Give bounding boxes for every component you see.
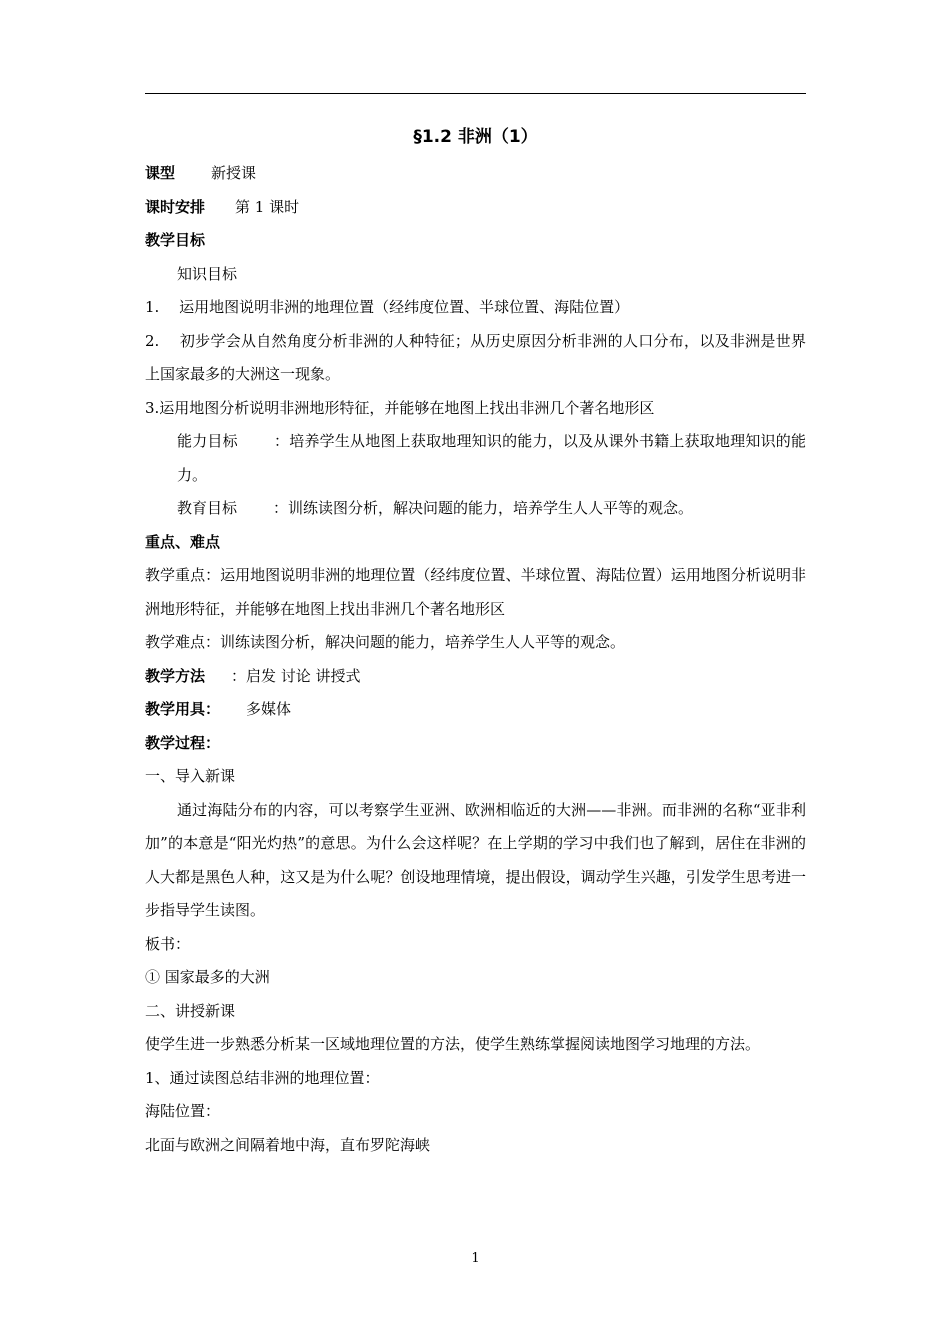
lesson-type-row	[145, 157, 806, 191]
knowledge-item-3: 3.运用地图分析说明非洲地形特征，并能够在地图上找出非洲几个著名地形区	[145, 398, 655, 417]
sea-land-label: 海陆位置：	[145, 1102, 221, 1120]
method-row	[145, 660, 806, 694]
method-value: ：启发 讨论 讲授式	[231, 666, 361, 685]
education-label: 教育目标	[177, 499, 238, 517]
ability-objective	[145, 425, 806, 492]
page-number: 1	[471, 1251, 480, 1266]
tools-row	[145, 693, 806, 727]
header-rule	[145, 93, 806, 94]
lesson-type-value: 新授课	[211, 164, 257, 182]
ability-text: ：培养学生从地图上获取地理知识的能力，以及从课外书籍上获取地理知识的能力。	[177, 432, 806, 484]
schedule-row	[145, 191, 806, 225]
knowledge-item-2: 2. 初步学会从自然角度分析非洲的人种特征；从历史原因分析非洲的人口分布，以及非洲是世界上国家最多的大洲这一现象。	[145, 331, 806, 383]
new-lesson-paragraph: 使学生进一步熟悉分析某一区域地理位置的方法，使学生熟练掌握阅读地图学习地理的方法。	[145, 1035, 761, 1053]
ability-label: 能力目标	[177, 432, 238, 450]
knowledge-heading: 知识目标	[177, 264, 238, 283]
process-heading: 教学过程：	[145, 733, 221, 752]
schedule-value: 第 1 课时	[235, 197, 300, 216]
section-2-heading: 二、讲授新课	[145, 1001, 236, 1020]
objectives-heading: 教学目标	[145, 231, 206, 249]
sea-land-text: 北面与欧洲之间隔着地中海，直布罗陀海峡	[145, 1135, 431, 1154]
schedule-label: 课时安排	[145, 197, 206, 216]
section-1-heading: 一、导入新课	[145, 767, 236, 785]
education-text: ：训练读图分析，解决问题的能力，培养学生人人平等的观念。	[273, 499, 694, 517]
education-objective	[145, 492, 806, 526]
knowledge-item-1: 1. 运用地图说明非洲的地理位置（经纬度位置、半球位置、海陆位置）	[145, 298, 630, 316]
tools-value: 多媒体	[246, 700, 292, 718]
board-label: 板书：	[145, 934, 191, 953]
key-point-text: 教学重点：运用地图说明非洲的地理位置（经纬度位置、半球位置、海陆位置）运用地图分析说明非洲地形特征，并能够在地图上找出非洲几个著名地形区	[145, 566, 806, 618]
tools-label: 教学用具：	[145, 700, 221, 718]
key-points-heading: 重点、难点	[145, 532, 221, 551]
intro-paragraph: 通过海陆分布的内容，可以考察学生亚洲、欧洲相临近的大洲——非洲。而非洲的名称“亚非利加”的本意是“阳光灼热”的意思。为什么会这样呢？在上学期的学习中我们也了解到，居住在非洲的人大都是黑色人种，这又是为什么呢？创设地理情境，提出假设，调动学生兴趣，引发学生思考进一步指导学生读图。	[145, 800, 806, 919]
page-title: §1.2 非洲（1）	[413, 127, 538, 147]
method-label: 教学方法	[145, 666, 206, 685]
lesson-type-label: 课型	[145, 164, 176, 182]
step-1: 1、通过读图总结非洲的地理位置：	[145, 1068, 380, 1087]
difficulty-text: 教学难点：训练读图分析，解决问题的能力，培养学生人人平等的观念。	[145, 633, 626, 651]
document-body	[145, 157, 806, 1162]
board-item: ① 国家最多的大洲	[145, 968, 270, 986]
